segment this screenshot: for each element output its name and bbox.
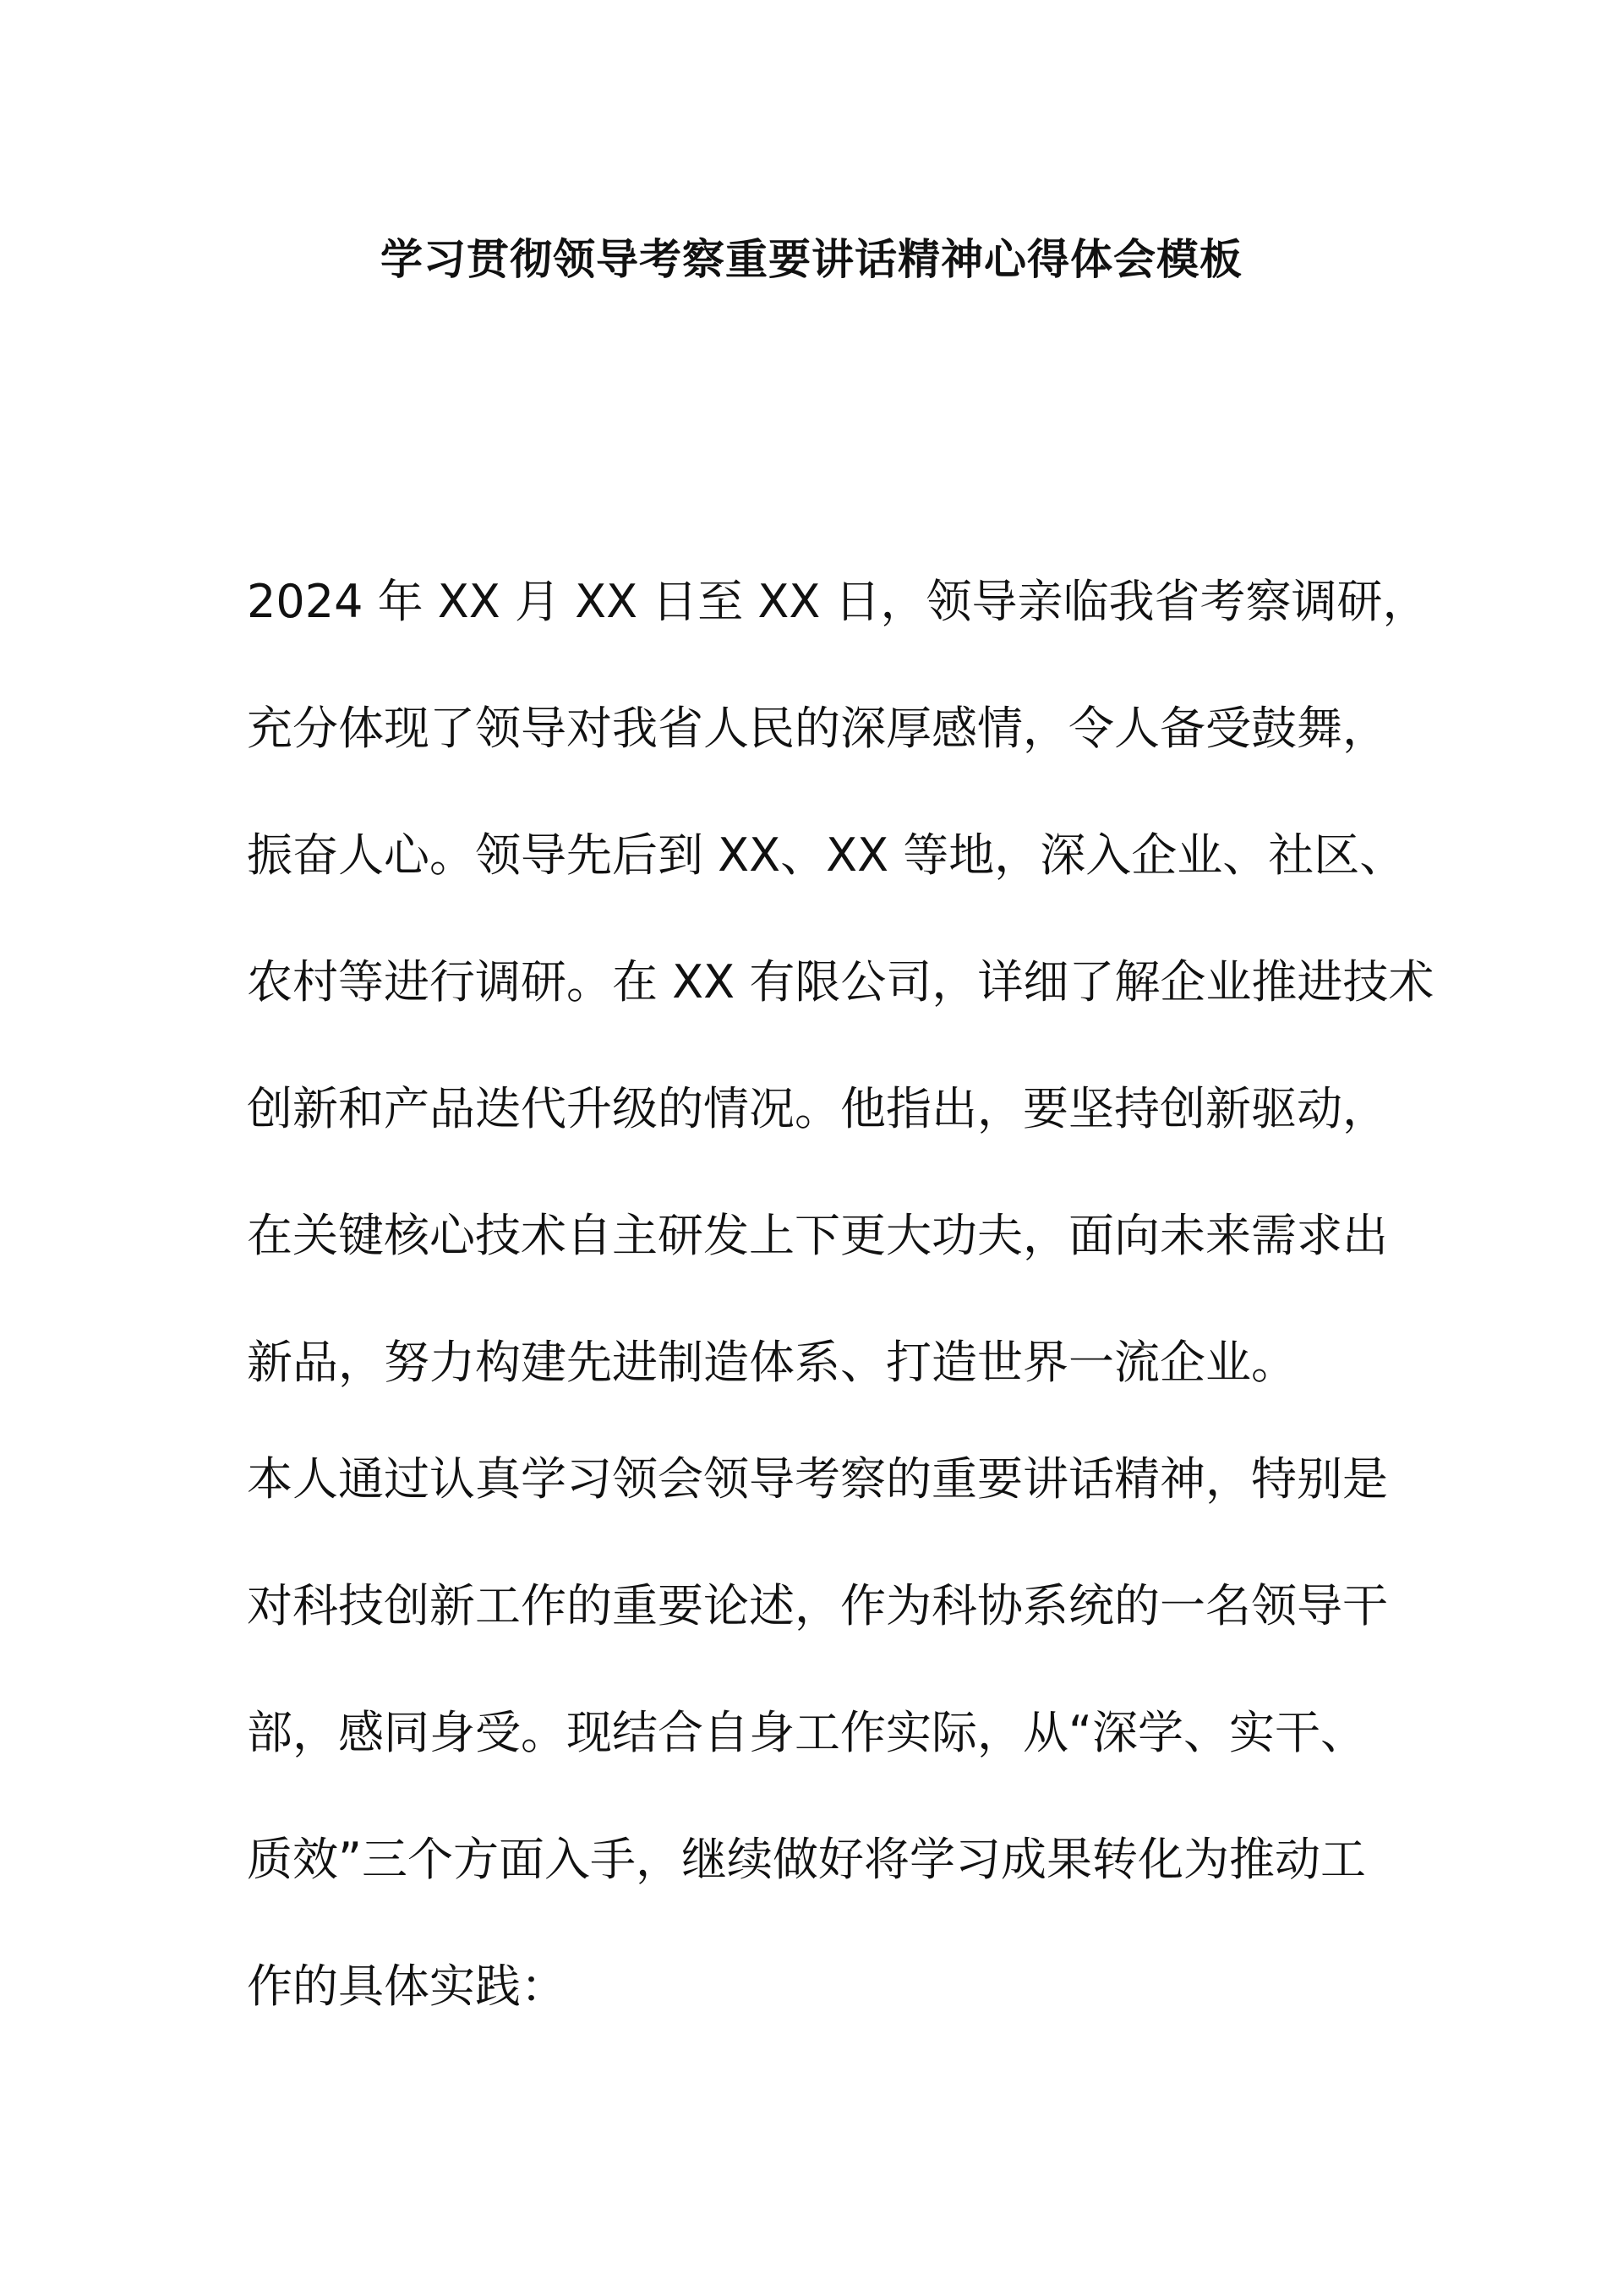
paragraph-1-line-5: 创新和产品迭代升级的情况。他指出，要坚持创新驱动， [247,1082,1388,1135]
paragraph-2-line-4: 质效”三个方面入手，继续做好将学习成果转化为推动工 [247,1833,1366,1886]
paragraph-1-line-1: 2024 年 XX 月 XX 日至 XX 日，领导亲临我省考察调研， [247,575,1429,628]
paragraph-1-line-7: 新品，努力构建先进制造体系、打造世界一流企业。 [247,1336,1297,1389]
document-title: 学习贯彻领导考察重要讲话精神心得体会模板 [380,235,1243,284]
paragraph-2-line-1: 本人通过认真学习领会领导考察的重要讲话精神，特别是 [247,1452,1388,1506]
paragraph-1-line-2: 充分体现了领导对我省人民的深厚感情，令人备受鼓舞， [247,702,1388,755]
paragraph-2-line-2: 对科技创新工作的重要论述，作为科协系统的一名领导干 [247,1579,1388,1632]
paragraph-1-line-4: 农村等进行调研。在 XX 有限公司，详细了解企业推进技术 [247,955,1434,1009]
paragraph-2-line-5: 作的具体实践： [247,1960,566,2013]
paragraph-2-line-3: 部，感同身受。现结合自身工作实际，从“深学、实干、 [247,1706,1366,1759]
paragraph-1-line-6: 在关键核心技术自主研发上下更大功夫，面向未来需求出 [247,1209,1388,1262]
paragraph-1-line-3: 振奋人心。领导先后到 XX、XX 等地，深入企业、社区、 [247,828,1406,882]
